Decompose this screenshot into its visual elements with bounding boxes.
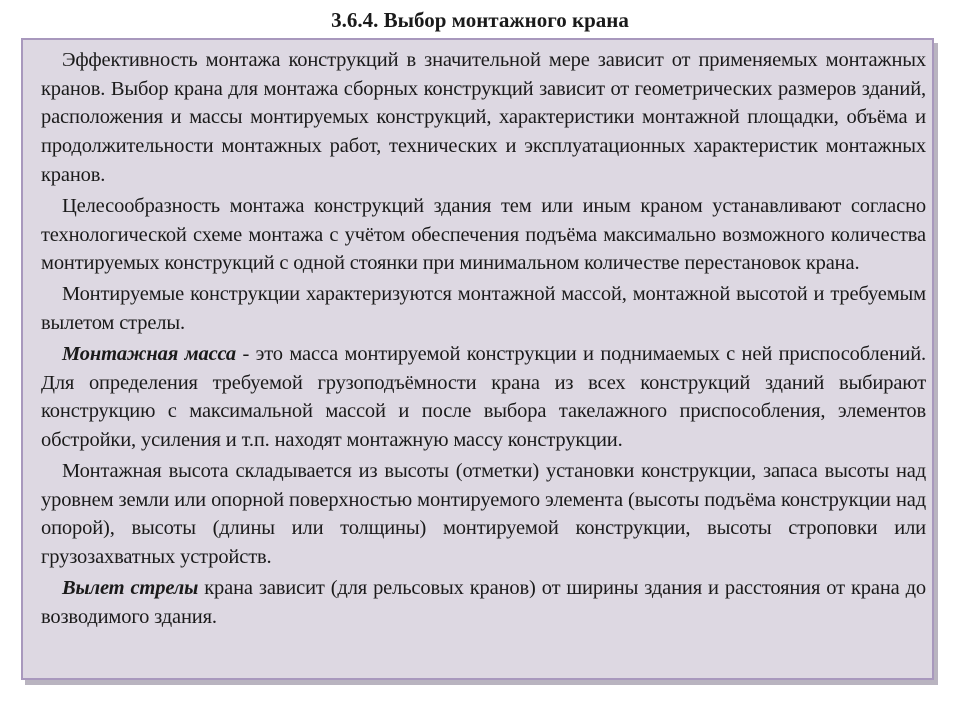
mounting-mass-definition: - это масса монтируемой конструкции и поднимаемых с ней приспособлений. Для определения требуемой грузоподъёмности крана из всех конструкций зданий выбирают конструкцию с максимальной массой и после выбора такелажного приспособления, элементов обстройки, усиления и т.п. находят монтажную массу конструкции. [41, 342, 927, 452]
section-title: 3.6.4. Выбор монтажного крана [331, 8, 629, 32]
paragraph-characteristics: Монтируемые конструкции характеризуются монтажной массой, монтажной высотой и требуемым вылетом стрелы. [41, 283, 926, 334]
text-content [41, 46, 926, 634]
boom-reach-definition: крана зависит (для рельсовых кранов) от ширины здания и расстояния от крана до возводимого здания. [41, 577, 926, 628]
paragraph-expediency: Целесообразность монтажа конструкций здания тем или иным краном устанавливают согласно технологической схеме монтажа с учётом обеспечения подъёма максимально возможного количества монтируемых конструкций с одной стоянки при минимальном количестве перестановок крана. [41, 194, 926, 275]
paragraph-mounting-mass [41, 340, 926, 455]
paragraph-mounting-height: Монтажная высота складывается из высоты (отметки) установки конструкции, запаса высоты над уровнем земли или опорной поверхностью монтируемого элемента (высоты подъёма конструкции над опорой), высоты (длины или толщины) монтируемой конструкции, высоты строповки или грузозахватных устройств. [41, 460, 926, 569]
paragraph-boom-reach [41, 574, 926, 631]
paragraph-efficiency: Эффективность монтажа конструкций в значительной мере зависит от применяемых монтажных кранов. Выбор крана для монтажа сборных конструкций зависит от геометрических размеров зданий, расположения и массы монтируемых конструкций, характеристики монтажной площадки, объёма и продолжительности монтажных работ, технических и эксплуатационных характеристик монтажных кранов. [41, 49, 926, 186]
term-boom-reach: Вылет стрелы [62, 577, 199, 600]
term-mounting-mass: Монтажная масса [62, 342, 237, 365]
